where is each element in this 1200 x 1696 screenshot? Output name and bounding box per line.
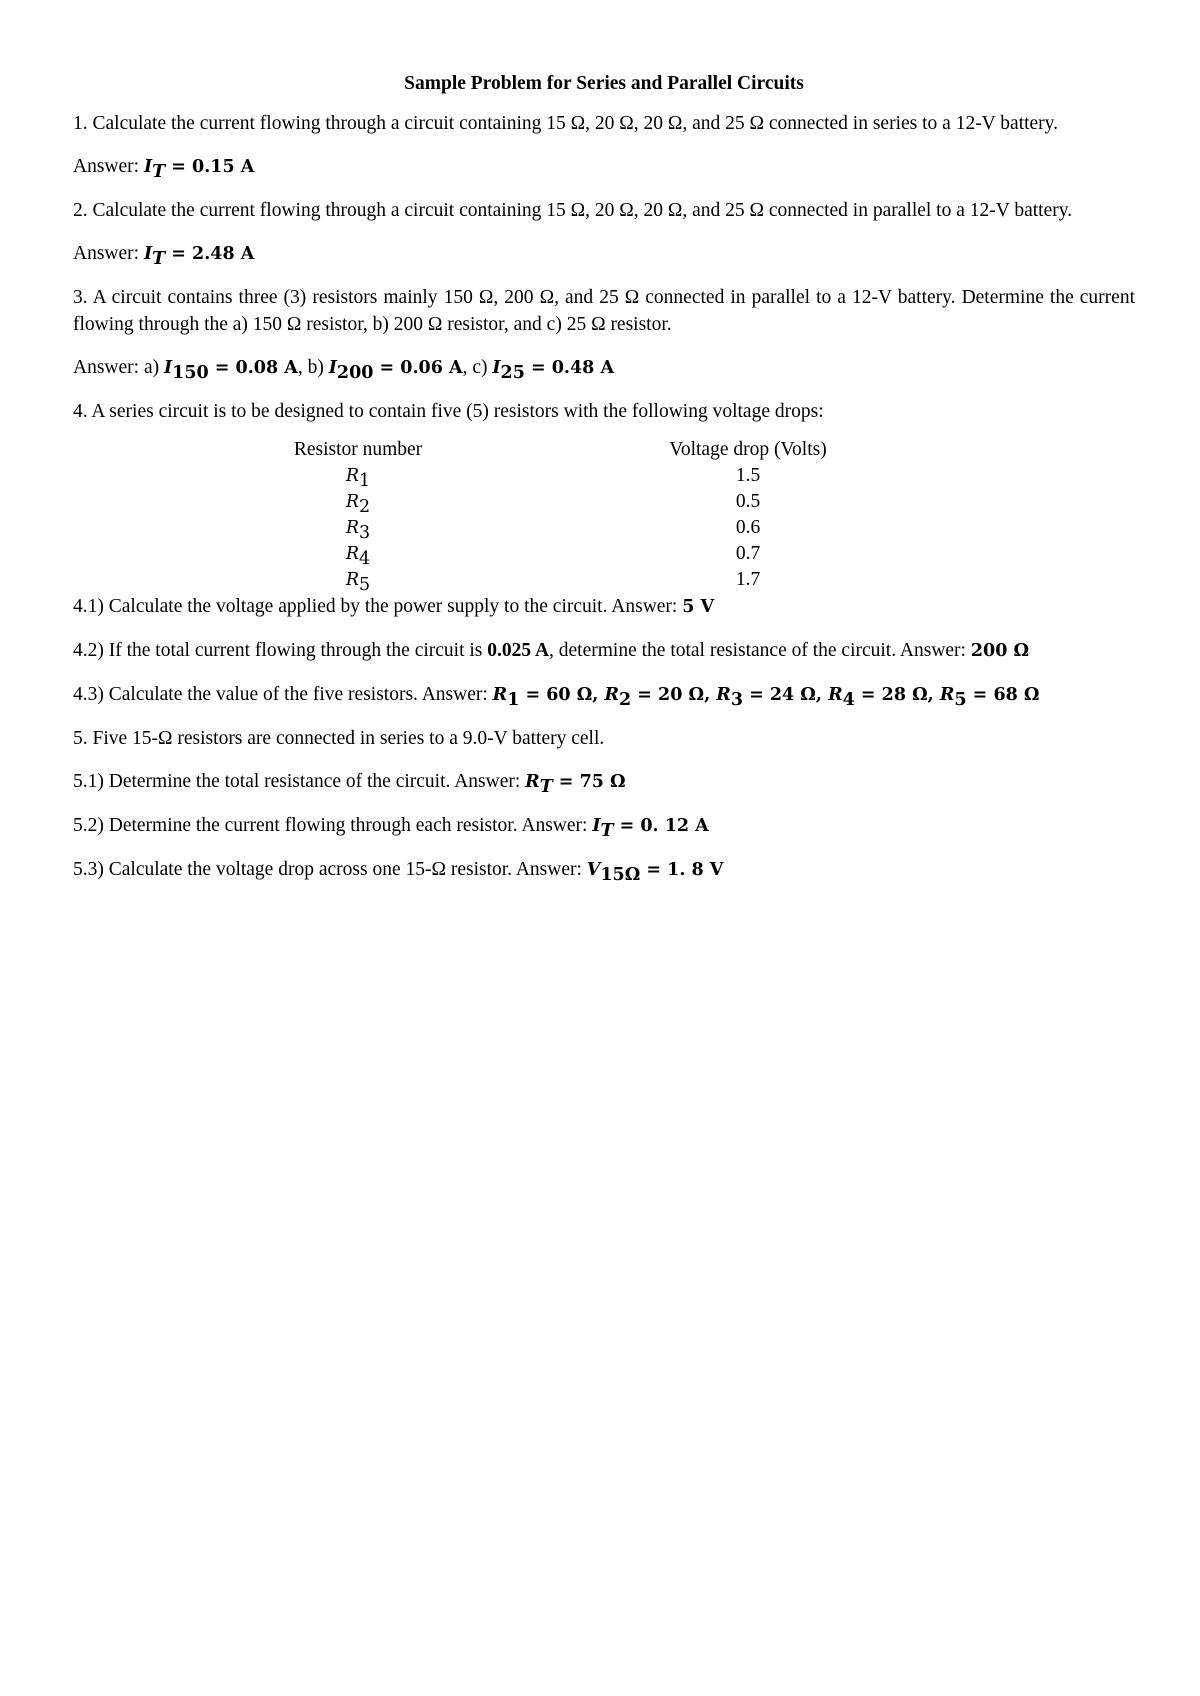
r2-index: 2 bbox=[619, 689, 632, 710]
table-row bbox=[263, 463, 893, 489]
answer-variable: I bbox=[143, 244, 153, 264]
column-header-resistor: Resistor number bbox=[293, 439, 423, 460]
answer-c-subscript: 25 bbox=[500, 362, 525, 383]
answer-subscript: T bbox=[600, 820, 614, 841]
r3-symbol: R bbox=[716, 685, 731, 705]
r3-value: = 24 Ω, bbox=[743, 685, 829, 705]
voltage-cell: 1.5 bbox=[735, 465, 761, 486]
answer-variable: V bbox=[586, 860, 601, 880]
table-row bbox=[263, 489, 893, 515]
problem-3-answer bbox=[73, 354, 1135, 382]
answer-a-subscript: 150 bbox=[172, 362, 209, 383]
resistor-symbol: R bbox=[345, 570, 360, 590]
problem-5-2 bbox=[73, 812, 1135, 840]
answer-value: = 1. 8 V bbox=[640, 860, 724, 880]
answer-b-value: = 0.06 A bbox=[373, 358, 463, 378]
r4-index: 4 bbox=[842, 689, 855, 710]
problem-5-3 bbox=[73, 856, 1135, 884]
resistor-symbol: R bbox=[345, 466, 360, 486]
problem-5-2-question: 5.2) Determine the current flowing through each resistor. Answer: bbox=[73, 815, 588, 836]
problem-2-answer bbox=[73, 240, 1135, 268]
answer-b-label: , b) bbox=[297, 357, 324, 378]
resistor-symbol: R bbox=[345, 518, 360, 538]
answer-variable: I bbox=[592, 816, 601, 836]
answer-value: = 0.15 A bbox=[165, 157, 255, 177]
column-header-voltage: Voltage drop (Volts) bbox=[669, 439, 827, 460]
problem-4-2 bbox=[73, 637, 1135, 665]
problem-5-question: 5. Five 15-Ω resistors are connected in series to a 9.0-V battery cell. bbox=[73, 728, 605, 749]
table-header-row bbox=[263, 437, 893, 463]
answer-variable: R bbox=[525, 772, 540, 792]
answer-c-value: = 0.48 A bbox=[524, 358, 615, 378]
table-row bbox=[263, 567, 893, 593]
problem-4-1-answer: 5 V bbox=[682, 597, 715, 617]
answer-b-variable: I bbox=[328, 358, 337, 378]
r3-index: 3 bbox=[730, 689, 743, 710]
problem-2-question: 2. Calculate the current flowing through a circuit containing 15 Ω, 20 Ω, 20 Ω, and 25 Ω connected in parallel to a 12-V battery. bbox=[73, 200, 1073, 221]
resistor-index: 4 bbox=[359, 548, 371, 569]
answer-subscript: T bbox=[152, 161, 166, 182]
resistor-index: 3 bbox=[359, 522, 371, 543]
problem-1-question: 1. Calculate the current flowing through a circuit containing 15 Ω, 20 Ω, 20 Ω, and 25 Ω connected in series to a 12-V battery. bbox=[73, 113, 1059, 134]
problem-4-3 bbox=[73, 681, 1135, 709]
voltage-drop-table bbox=[263, 437, 893, 593]
table-row bbox=[263, 515, 893, 541]
resistor-index: 1 bbox=[359, 470, 371, 491]
r2-value: = 20 Ω, bbox=[631, 685, 717, 705]
problem-5-1 bbox=[73, 768, 1135, 796]
r2-symbol: R bbox=[604, 685, 620, 705]
resistor-cell bbox=[263, 489, 453, 515]
resistor-cell bbox=[263, 515, 453, 541]
problem-4-1-question: 4.1) Calculate the voltage applied by the power supply to the circuit. Answer: bbox=[73, 596, 678, 617]
problem-4-3-question: 4.3) Calculate the value of the five resistors. Answer: bbox=[73, 684, 488, 705]
answer-subscript: 15Ω bbox=[600, 864, 641, 885]
voltage-cell: 0.5 bbox=[735, 491, 761, 512]
voltage-cell: 0.6 bbox=[735, 517, 761, 538]
r1-index: 1 bbox=[507, 689, 520, 710]
resistor-cell bbox=[263, 567, 453, 593]
answer-c-label: , c) bbox=[462, 357, 488, 378]
answer-label: Answer: bbox=[73, 156, 140, 177]
answer-a-variable: I bbox=[163, 358, 173, 378]
r1-value: = 60 Ω, bbox=[519, 685, 605, 705]
table-row bbox=[263, 541, 893, 567]
answer-subscript: T bbox=[152, 248, 166, 269]
problem-4-2-question-start: 4.2) If the total current flowing through the circuit is bbox=[73, 640, 483, 661]
problem-3-question: 3. A circuit contains three (3) resistors mainly 150 Ω, 200 Ω, and 25 Ω connected in parallel to a 12-V battery. Determine the current flowing through the a) 150 Ω resistor, b) 200 Ω resistor, and c) 25 Ω resistor. bbox=[73, 287, 1135, 335]
problem-5-3-question: 5.3) Calculate the voltage drop across one 15-Ω resistor. Answer: bbox=[73, 859, 582, 880]
resistor-symbol: R bbox=[345, 492, 360, 512]
answer-value: = 75 Ω bbox=[552, 772, 626, 792]
problem-4-question: 4. A series circuit is to be designed to contain five (5) resistors with the following voltage drops: bbox=[73, 401, 824, 422]
problem-4-2-answer: 200 Ω bbox=[970, 641, 1030, 661]
voltage-cell: 0.7 bbox=[735, 543, 761, 564]
r5-symbol: R bbox=[939, 685, 955, 705]
answer-label: Answer: bbox=[73, 243, 140, 264]
resistor-symbol: R bbox=[345, 544, 360, 564]
answer-subscript: T bbox=[539, 776, 553, 797]
r4-symbol: R bbox=[828, 685, 843, 705]
answer-value: = 2.48 A bbox=[165, 244, 255, 264]
answer-label: Answer: a) bbox=[73, 357, 160, 378]
resistor-cell bbox=[263, 463, 453, 489]
document-title: Sample Problem for Series and Parallel Circuits bbox=[404, 73, 804, 94]
resistor-index: 2 bbox=[359, 496, 371, 517]
document-page bbox=[73, 70, 1135, 900]
problem-5-1-question: 5.1) Determine the total resistance of the circuit. Answer: bbox=[73, 771, 521, 792]
r5-value: = 68 Ω bbox=[966, 685, 1040, 705]
answer-a-value: = 0.08 A bbox=[208, 358, 298, 378]
problem-4-1 bbox=[73, 593, 1135, 621]
resistor-cell bbox=[263, 541, 453, 567]
r4-value: = 28 Ω, bbox=[854, 685, 940, 705]
r5-index: 5 bbox=[954, 689, 967, 710]
answer-variable: I bbox=[143, 157, 153, 177]
resistor-index: 5 bbox=[359, 574, 371, 595]
answer-b-subscript: 200 bbox=[336, 362, 374, 383]
problem-4-2-current: 0.025 A bbox=[487, 640, 550, 661]
problem-4-2-question-end: , determine the total resistance of the circuit. Answer: bbox=[549, 640, 966, 661]
answer-value: = 0. 12 A bbox=[613, 816, 709, 836]
r1-symbol: R bbox=[492, 685, 508, 705]
voltage-cell: 1.7 bbox=[735, 569, 761, 590]
problem-1-answer bbox=[73, 153, 1135, 181]
answer-c-variable: I bbox=[492, 358, 501, 378]
